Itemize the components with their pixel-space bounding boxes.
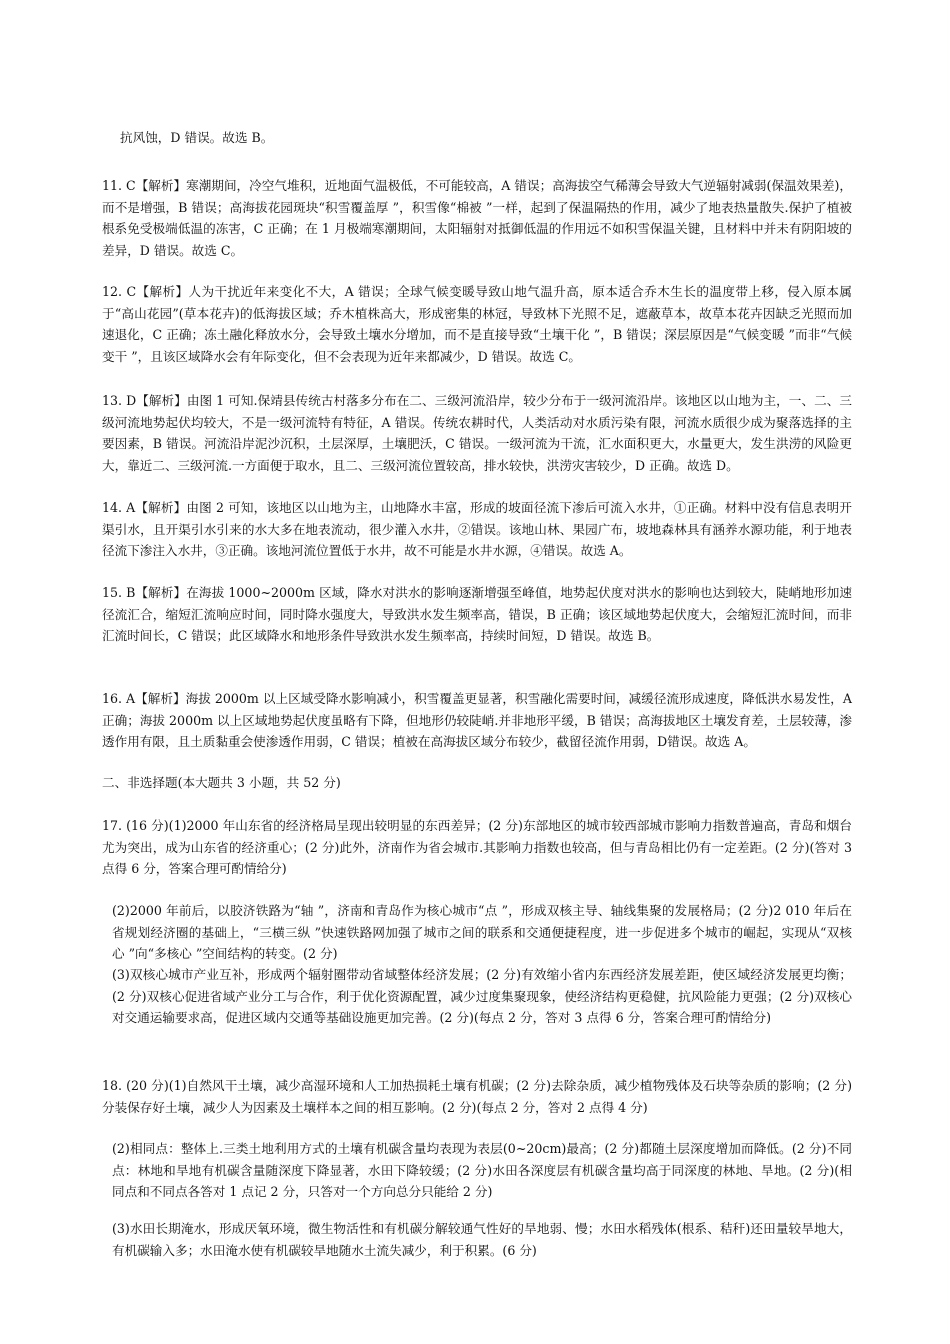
answer-18-part2: (2)相同点：整体上.三类土地利用方式的土壤有机碳含量均表现为表层(0~20cm)最高；(2 分)都随土层深度增加而降低。(2 分)不同点：林地和旱地有机碳含量随深度下降显著，水田下降较缓；(2 分)水田各深度层有机碳含量均高于同深度的林地、旱地。(2 分)(相同点和不同点各答对 1 点记 2 分，只答对一个方向总分只能给 2 分) [112,1141,852,1199]
answer-11: 11. C【解析】寒潮期间，冷空气堆积，近地面气温极低，不可能较高，A 错误；高海拔空气稀薄会导致大气逆辐射减弱(保温效果差)，而不是增强，B 错误；高海拔花园斑块“积雪覆盖厚 ”，积雪像“棉被 ”一样，起到了保温隔热的作用，减少了地表热量散失.保护了植被根系免受极端低温的冻害，C 正确；在 1 月极端寒潮期间，太阳辐射对抵御低温的作用远不如积雪保温关键，且材料中并未有阴阳坡的差异，D 错误。故选 C。 [102,178,852,258]
answer-13: 13. D【解析】由图 1 可知.保靖县传统古村落多分布在二、三级河流沿岸，较少分布于一级河流沿岸。该地区以山地为主，一、二、三级河流地势起伏均较大，不是一级河流特有特征，A 错误。传统农耕时代，人类活动对水质污染有限，河流水质很少成为聚落选择的主要因素，B 错误。河流沿岸泥沙沉积，土层深厚，土壤肥沃，C 错误。一级河流为干流，汇水面积更大，水量更大，发生洪涝的风险更大，靠近二、三级河流.一方面便于取水，且二、三级河流位置较高，排水较快，洪涝灾害较少，D 正确。故选 D。 [102,393,852,473]
answer-15: 15. B【解析】在海拔 1000~2000m 区域，降水对洪水的影响逐渐增强至峰值，地势起伏度对洪水的影响也达到较大，陡峭地形加速径流汇合，缩短汇流响应时间，同时降水强度大，导致洪水发生频率高，错误，B 正确；该区域地势起伏度大，会缩短汇流时间，而非汇流时间长，C 错误；此区域降水和地形条件导致洪水发生频率高，持续时间短，D 错误。故选 B。 [102,585,852,643]
answer-17-part3: (3)双核心城市产业互补，形成两个辐射圈带动省域整体经济发展；(2 分)有效缩小省内东西经济发展差距，使区域经济发展更均衡；(2 分)双核心促进省域产业分工与合作，利于优化资源配置，减少过度集聚现象，使经济结构更稳健，抗风险能力更强；(2 分)双核心对交通运输要求高，促进区域内交通等基础设施更加完善。(2 分)(每点 2 分，答对 3 点得 6 分，答案合理可酌情给分) [112,967,852,1025]
answer-18-part1: 18. (20 分)(1)自然风干土壤，减少高湿环境和人工加热损耗土壤有机碳；(2 分)去除杂质，减少植物残体及石块等杂质的影响；(2 分)分装保存好土壤，减少人为因素及土壤样本之间的相互影响。(2 分)(每点 2 分，答对 2 点得 4 分) [102,1078,852,1115]
answer-18-part3: (3)水田长期淹水，形成厌氧环境，微生物活性和有机碳分解较通气性好的旱地弱、慢；水田水稻残体(根系、秸秆)还田量较旱地大，有机碳输入多；水田淹水使有机碳较旱地随水土流失减少，利于积累。(6 分) [112,1221,852,1258]
paragraph-continuation: 抗风蚀，D 错误。故选 B。 [120,130,274,145]
answer-14: 14. A【解析】由图 2 可知，该地区以山地为主，山地降水丰富，形成的坡面径流下渗后可流入水井，①正确。材料中没有信息表明开渠引水，且开渠引水引来的水大多在地表流动，很少灌入水井，②错误。该地山林、果园广布，坡地森林具有涵养水源功能，利于地表径流下渗注入水井，③正确。该地河流位置低于水井，故不可能是水井水源，④错误。故选 A。 [102,500,852,558]
answer-17-part2: (2)2000 年前后，以胶济铁路为“轴 ”，济南和青岛作为核心城市“点 ”，形成双核主导、轴线集聚的发展格局；(2 分)2 010 年后在省规划经济圈的基础上，“三横三纵 ”快速铁路网加强了城市之间的联系和交通便捷程度，进一步促进多个城市的崛起，实现从“双核心 ”向“多核心 ”空间结构的转变。(2 分) [112,903,852,961]
answer-16: 16. A【解析】海拔 2000m 以上区域受降水影响减小，积雪覆盖更显著，积雪融化需要时间，减缓径流形成速度，降低洪水易发性，A 正确；海拔 2000m 以上区域地势起伏度虽略有下降，但地形仍较陡峭.并非地形平缓，B 错误；高海拔地区土壤发育差，土层较薄，渗透作用有限，且土质黏重会使渗透作用弱，C 错误；植被在高海拔区域分布较少，截留径流作用弱，D错误。故选 A。 [102,691,852,749]
section-heading: 二、非选择题(本大题共 3 小题，共 52 分) [102,775,341,790]
answer-12: 12. C【解析】人为干扰近年来变化不大，A 错误；全球气候变暖导致山地气温升高，原本适合乔木生长的温度带上移，侵入原本属于“高山花园”(草本花卉)的低海拔区域；乔木植株高大，形成密集的林冠，导致林下光照不足，遮蔽草本，故草本花卉因缺乏光照而加速退化，C 正确；冻土融化释放水分，会导致土壤水分增加，而不是直接导致“土壤干化 ”，B 错误；深层原因是“气候变暖 ”而非“气候变干 ”，且该区域降水会有年际变化，但不会表现为近年来都减少，D 错误。故选 C。 [102,284,852,364]
answer-17-part1: 17. (16 分)(1)2000 年山东省的经济格局呈现出较明显的东西差异；(2 分)东部地区的城市较西部城市影响力指数普遍高，青岛和烟台尤为突出，成为山东省的经济重心；(2 分)此外，济南作为省会城市.其影响力指数也较高，但与青岛相比仍有一定差距。(2 分)(答对 3 点得 6 分，答案合理可酌情给分) [102,818,852,876]
